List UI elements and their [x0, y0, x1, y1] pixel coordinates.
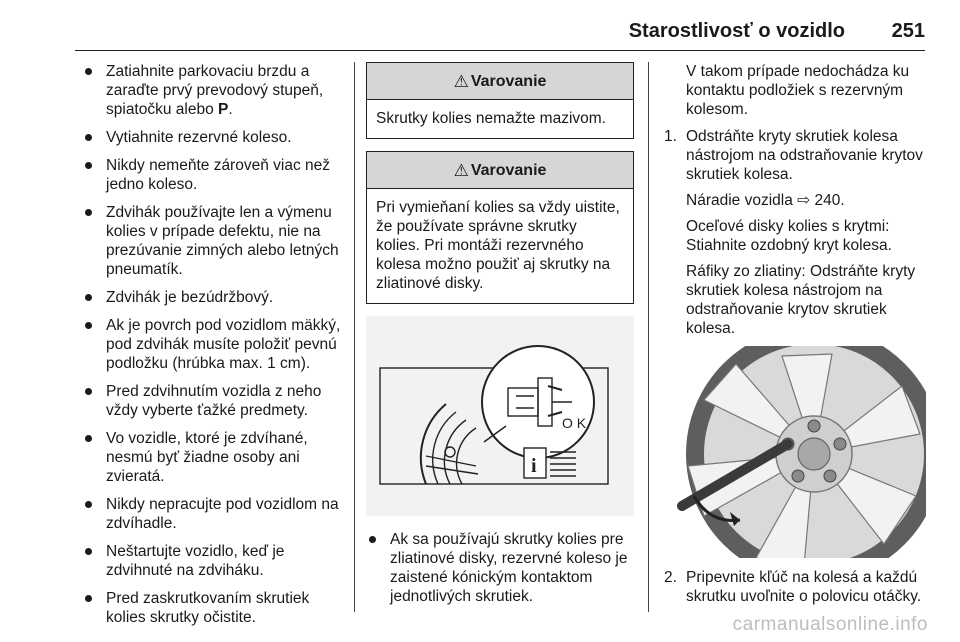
steel-wheels-text: Oceľové disky kolies s krytmi: Stiahnite ozdobný kryt kolesa. [686, 218, 892, 254]
column-left [82, 62, 344, 636]
step-text: Odstráňte kryty skrutiek kolesa nástrojom na odstraňovanie krytov skrutiek kolesa. [686, 128, 923, 183]
warning-box [366, 62, 634, 139]
illustration-label: O K [562, 415, 587, 431]
alloy-bolt-list [366, 530, 634, 606]
column-middle [366, 62, 634, 615]
step-number: 1. [664, 128, 677, 145]
page-number: 251 [891, 20, 925, 42]
warning-box [366, 151, 634, 304]
column-right [664, 62, 932, 614]
intro-paragraph: V takom prípade nedochádza ku kontaktu podložiek s rezervným kolesom. [686, 63, 910, 118]
procedure-steps-continued [664, 568, 932, 606]
watermark: carmanualsonline.info [732, 614, 928, 635]
list-item: Pred zaskrutkovaním skrutiek kolies skrutky očistite. [82, 589, 344, 627]
warning-header [367, 63, 633, 100]
warning-text: Skrutky kolies nemažte mazivom. [376, 110, 606, 127]
wheel-bolt-drawing [366, 316, 634, 516]
procedure-steps [664, 127, 932, 338]
list-item: Nikdy nemeňte zároveň viac než jedno koleso. [82, 156, 344, 194]
page-ref-arrow-icon: ⇨ [797, 192, 811, 209]
list-item: Ak je povrch pod vozidlom mäkký, pod zdvihák musíte položiť pevnú podložku (hrúbka max. 1 cm). [82, 316, 344, 373]
warning-triangle-icon: ⚠ [453, 71, 469, 91]
list-item: Zdvihák je bezúdržbový. [82, 288, 344, 307]
warning-title: Varovanie [470, 72, 547, 90]
list-item: Zatiahnite parkovaciu brzdu a zaraďte prvý prevodový stupeň, spiatočku alebo P. [82, 62, 344, 119]
wheel-wrench-illustration [664, 346, 926, 558]
warning-triangle-icon: ⚠ [453, 160, 469, 180]
list-item: Neštartujte vozidlo, keď je zdvihnuté na zdviháku. [82, 542, 344, 580]
tools-page-ref: 240. [814, 192, 845, 209]
list-item: Vytiahnite rezervné koleso. [82, 128, 344, 147]
list-item: Pred zdvihnutím vozidla z neho vždy vyberte ťažké predmety. [82, 382, 344, 420]
tools-label: Náradie vozidla [686, 192, 793, 209]
step-number: 2. [664, 569, 677, 586]
warning-title: Varovanie [470, 161, 547, 179]
alloy-wheels-text: Ráfiky zo zliatiny: Odstráňte kryty skrutiek kolesa nástrojom na odstraňovanie krytov skrutiek kolesa. [686, 263, 916, 337]
warning-text: Pri vymieňaní kolies sa vždy uistite, že používate správne skrutky kolies. Pri montáži rezervného kolesa možno použiť aj skrutky na zliatinové disky. [376, 199, 620, 292]
info-icon: i [531, 455, 537, 477]
precaution-list [82, 62, 344, 627]
step-text: Pripevnite kľúč na kolesá a každú skrutku uvoľnite o polovicu otáčky. [686, 569, 922, 605]
page-header [75, 20, 925, 51]
warning-header [367, 152, 633, 189]
list-item: Vo vozidle, ktoré je zdvíhané, nesmú byť žiadne osoby ani zvieratá. [82, 429, 344, 486]
page-title: Starostlivosť o vozidlo [628, 20, 845, 42]
list-item: Nikdy nepracujte pod vozidlom na zdvíhadle. [82, 495, 344, 533]
step-item [664, 568, 932, 606]
step-item [664, 127, 932, 338]
wheel-bolt-illustration [366, 316, 634, 516]
list-item: Ak sa používajú skrutky kolies pre zliatinové disky, rezervné koleso je zaistené kónickým kontaktom jednotlivých skrutiek. [366, 530, 634, 606]
list-item: Zdvihák používajte len a výmenu kolies v prípade defektu, nie na prezúvanie zimných alebo letných pneumatík. [82, 203, 344, 279]
wheel-wrench-drawing [664, 346, 926, 558]
column-divider [354, 62, 355, 612]
gear-letter: P [218, 101, 229, 118]
tools-reference [686, 191, 932, 210]
column-divider [648, 62, 649, 612]
